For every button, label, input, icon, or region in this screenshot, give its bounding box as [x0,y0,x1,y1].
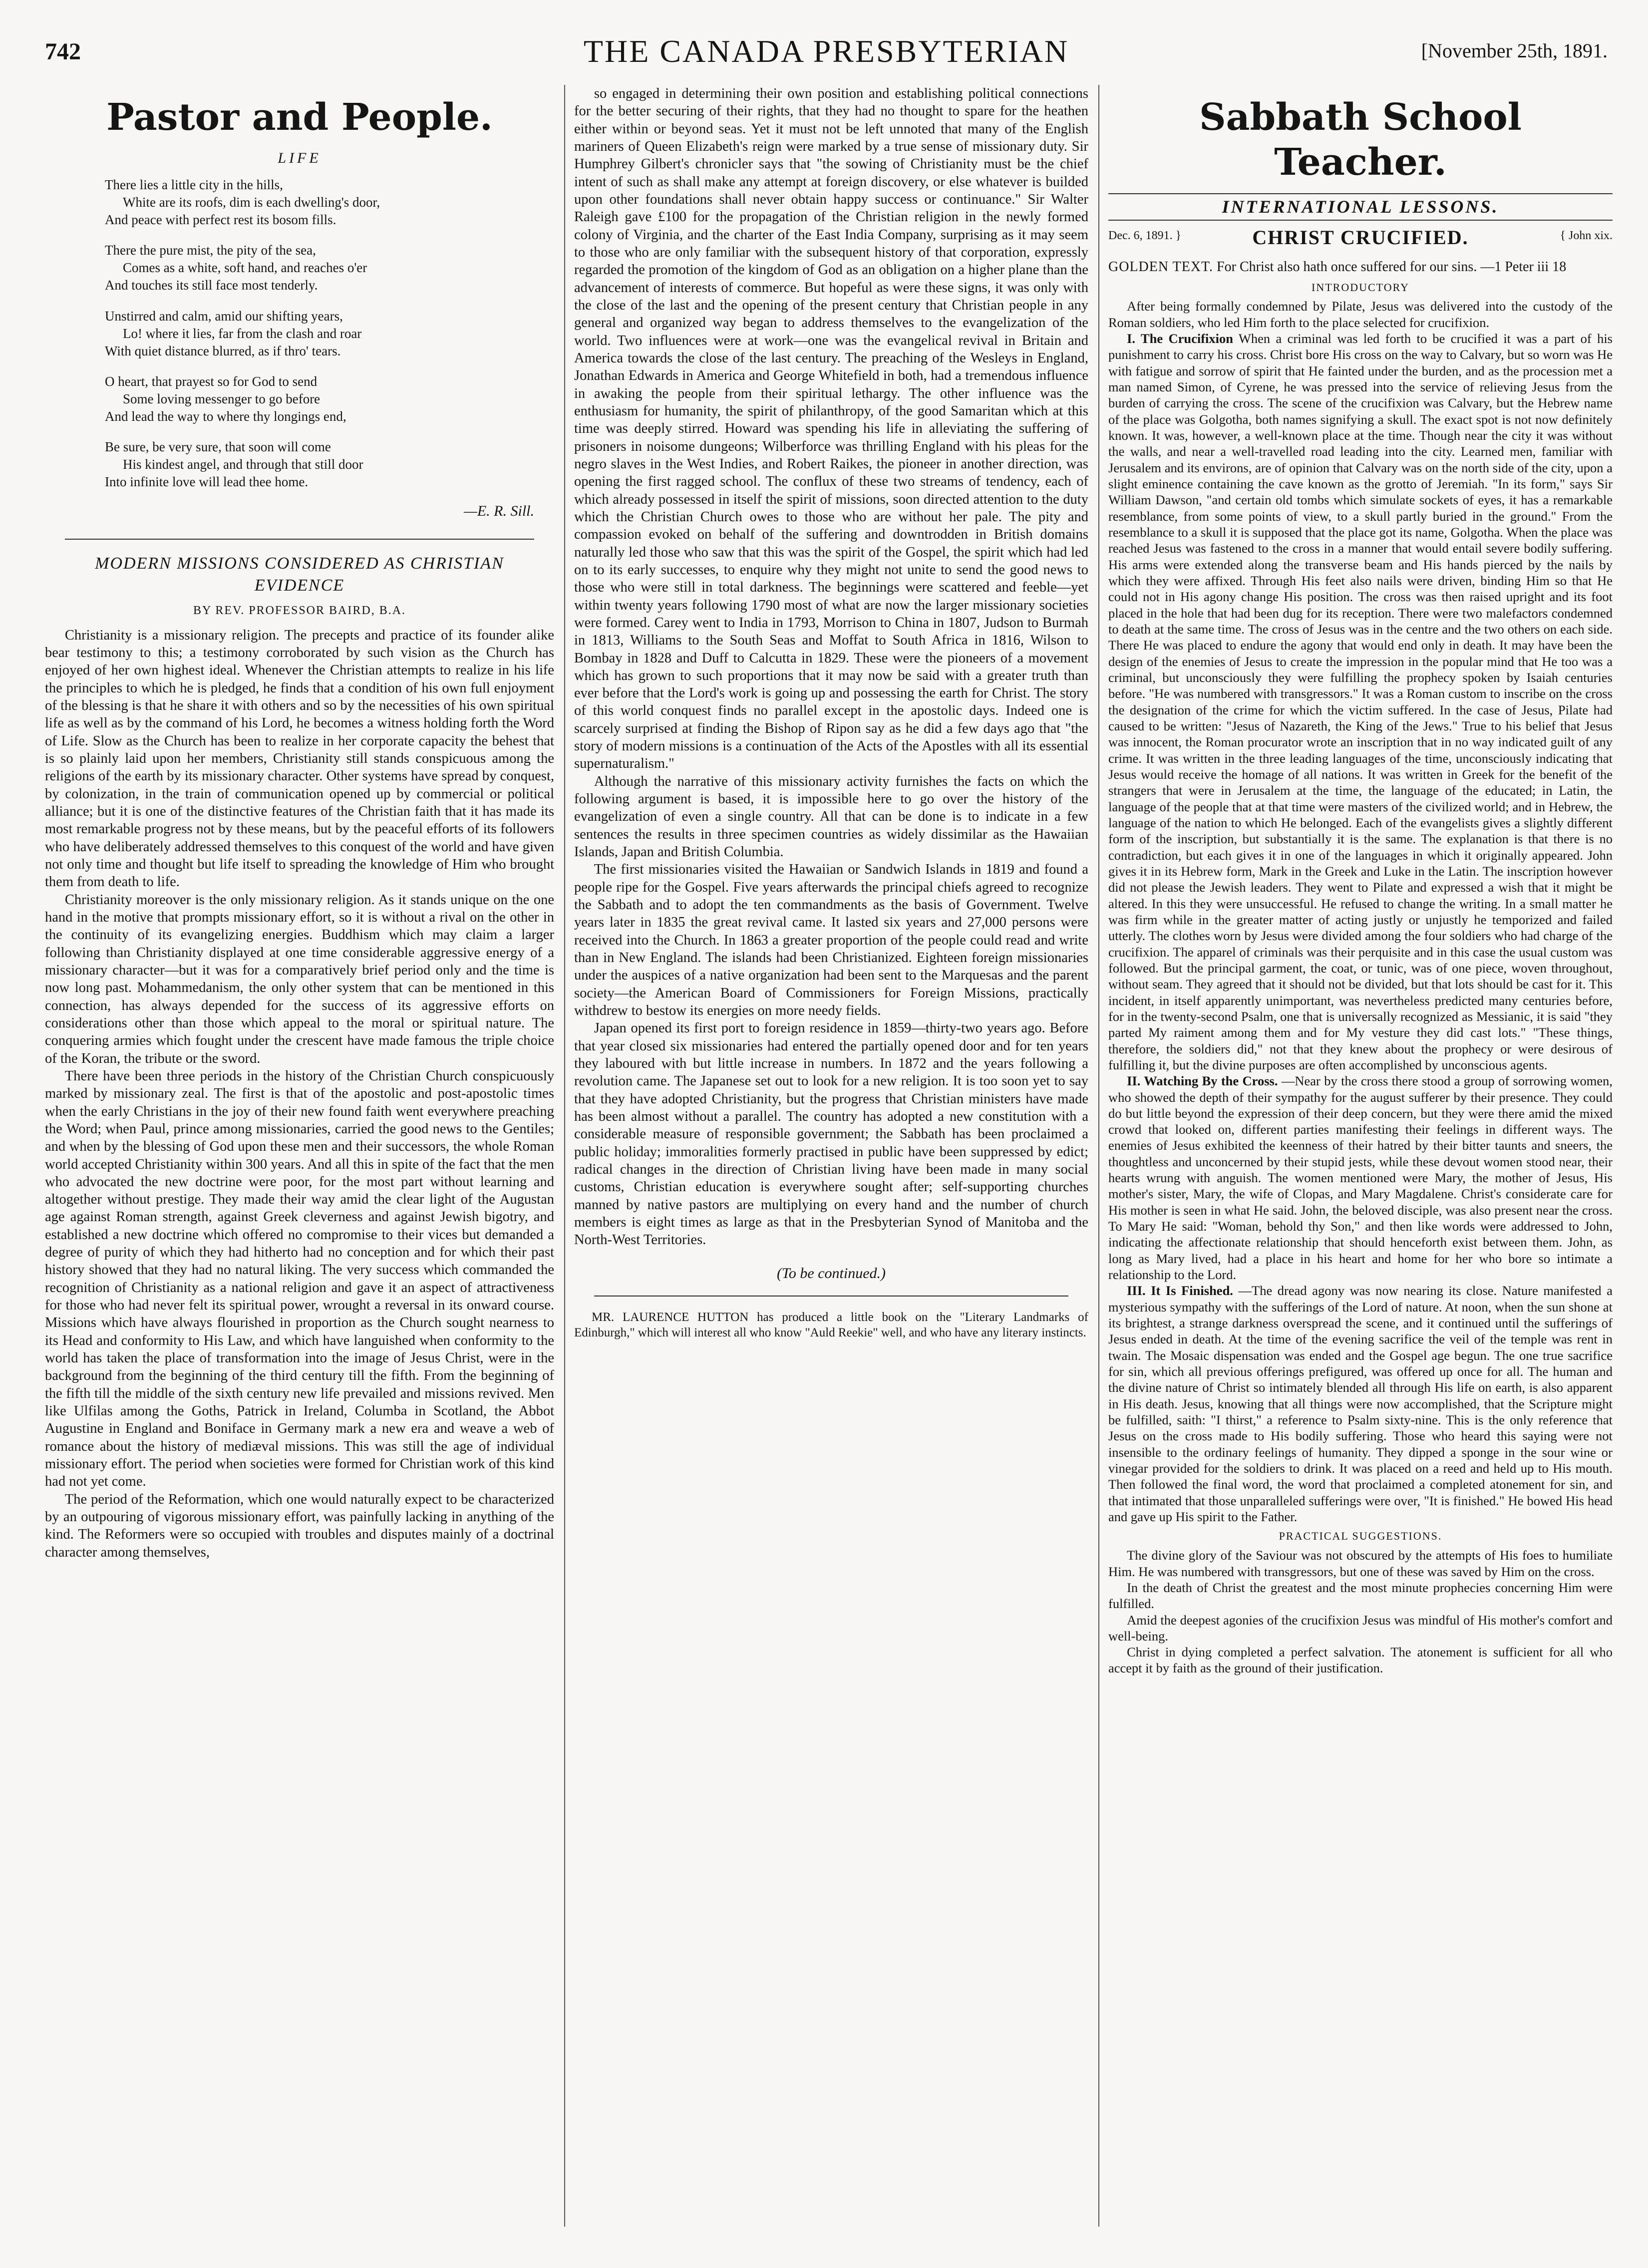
suggestion: The divine glory of the Saviour was not obscured by the attempts of His foes to humiliate Him. He was numbered with transgressors, but one of these was saved by Him on the cross. [1108,1548,1613,1579]
poem-line: O heart, that prayest so for God to send [105,373,318,389]
lesson-series: INTERNATIONAL LESSONS. [1108,193,1613,221]
lesson-section [1108,330,1613,1073]
paragraph: Japan opened its first port to foreign residence in 1859—thirty-two years ago. Before that year closed six missionaries had entered the partially opened door and for ten years they laboured with but little increase in numbers. In 1872 and the years following a revolution came. The Japanese set out to look for a new religion. It is too soon yet to say that they have adopted Christianity, but the progress that Christian ministers have made has been almost without a parallel. The country has adopted a new constitution with a considerable measure of responsible government; the Sabbath has been proclaimed a public holiday; immoralities formerly practised in public have been suppressed by edict; radical changes in the direction of Christian living have been made in many social customs, Christian education is everywhere sought after; self-supporting churches manned by native pastors are multiplying on every hand and the number of church members is eight times as large as that in the Presbyterian Synod of Manitoba and the North-West Territories. [574,1020,1088,1248]
paragraph: Although the narrative of this missionary activity furnishes the facts on which the following argument is based, it is impossible here to go over the history of the evangelization of even a single country. All that can be done is to indicate in a few sentences the results in three specimen countries as widely dissimilar as the Hawaiian Islands, Japan and British Columbia. [574,773,1088,860]
golden-text-body: For Christ also hath once suffered for our sins. —1 Peter iii 18 [1217,259,1567,275]
publication-title: THE CANADA PRESBYTERIAN [583,33,1069,69]
introductory-text: After being formally condemned by Pilate, Jesus was delivered into the custody of the Roman soldiers, who led Him forth to the place selected for crucifixion. [1108,299,1613,330]
golden-text-label: GOLDEN TEXT. [1108,259,1214,275]
article-title: MODERN MISSIONS CONSIDERED AS CHRISTIAN EVIDENCE [95,554,504,595]
paragraph: The period of the Reformation, which one would naturally expect to be characterized by an outpouring of vigorous missionary effort, was painfully lacking in anything of the kind. The Reformers were so occupied with troubles and disputes mainly of a doctrinal character among themselves, [45,1491,554,1560]
poem-line: Be sure, be very sure, that soon will come [105,439,331,455]
poem-author: —E. R. Sill. [464,503,534,520]
poem-line: And lead the way to where thy longings end, [105,408,346,424]
poem-line: Some loving messenger to go before [123,391,321,406]
left-column [45,85,554,2247]
section-text: When a criminal was led forth to be crucified it was a part of his punishment to carry his cross. Christ bore His cross on the way to Calvary, but so worn was He with fatigue and sorrow of spirit that He fainted under the burden, and as the procession met a man named Simon, of Cyrene, he was pressed into the service of relieving Jesus from the burden of carrying the cross. The scene of the crucifixion was Calvary, but the Hebrew name of the place was Golgotha, both names signifying a skull. The exact spot is not now definitely known. It was, however, a well-known place at the time. Though near the city it was without the walls, and near a well-travelled road leading into the city. Learned men, familiar with Jerusalem and its environs, are of opinion that Calvary was on the north side of the city, upon a slight eminence containing the cave known as the grotto of Jeremiah. "In its form," says Sir William Dawson, "and certain old tombs which simulate sockets of eyes, it has a remarkable resemblance, from some points of view, to a skull partly buried in the ground." From the resemblance to a skull it is supposed that the place got its name, Golgotha. When the place was reached Jesus was fastened to the cross in a manner that would entail severe bodily suffering. His arms were extended along the transverse beam and His hands pierced by the nails by which they were affixed. Through His feet also nails were driven, binding Him so that He could not in His agony change His position. The cross was then raised upright and its foot placed in the hole that had been dug for its reception. There were two malefactors condemned to death at the same time. The cross of Jesus was in the centre and the two others on each side. There He was placed to endure the agony that would end only in death. It may have been the design of the enemies of Jesus to create the impression in the popular mind that He too was a criminal, but unconsciously they were fulfilling the prophecy spoken by Isaiah centuries before. "He was numbered with transgressors." It was a Roman custom to inscribe on the cross the designation of the crime for which the victim suffered. In the case of Jesus, Pilate had caused to be written: "Jesus of Nazareth, the King of the Jews." True to his belief that Jesus was innocent, the Roman procurator wrote an inscription that in no way indicated guilt of any crime. It was written in the three leading languages of the time, unconsciously indicating that Jesus would receive the homage of all nations. It was written in Greek for the benefit of the strangers that were in Jerusalem at the time, the language of the educated; in Latin, the language of the people that at that time were masters of the civilized world; and in Hebrew, the language of the nation to which He belonged. Each of the evangelists gives a slightly different form of the inscription, but substantially it is the same. The explanation is that there is no contradiction, but each gives it in one of the languages in which it originally appeared. John gives it in its Hebrew form, Mark in the Greek and Luke in the Latin. The inscription however did not please the Jewish leaders. They went to Pilate and expressed a wish that it might be altered. In this they were unsuccessful. He refused to change the writing. In a small matter he was firm while in the greater matter of acting justly or unjustly he temporized and failed utterly. The clothes worn by Jesus were divided among the four soldiers who had charge of the crucifixion. The apparel of criminals was their perquisite and in this case the usual custom was followed. But the principal garment, the coat, or tunic, was of one piece, woven throughout, without seam. They agreed that it should not be divided, but that lots should be cast for it. This incident, in itself apparently unimportant, was nevertheless predicted many centuries before, for in the twenty-second Psalm, one that is universally recognized as Messianic, it is said "they parted My raiment among them and for My vesture they did cast lots." "These things, therefore, the soldiers did," not that they knew about the prophecy or were desirous of fulfilling it, but the divine purposes are often accomplished by unconscious agents. [1108,331,1613,1072]
poem-line: White are its roofs, dim is each dwelling's door, [123,195,380,210]
poem-line: Comes as a white, soft hand, and reaches o'er [123,260,367,276]
divider [65,539,534,540]
section-title-sabbath: Sabbath School Teacher. [1199,96,1522,184]
poem-stanza [105,373,554,425]
lesson-section [1108,1283,1613,1525]
suggestion: In the death of Christ the greatest and the most minute prophecies concerning Him were fulfilled. [1108,1580,1613,1612]
lesson-section [1108,1073,1613,1283]
poem-line: With quiet distance blurred, as if thro' tears. [105,343,341,358]
poem-line: His kindest angel, and through that still door [123,457,363,472]
lesson-title: CHRIST CRUCIFIED. [1252,226,1469,249]
introductory-heading: INTRODUCTORY [1312,281,1409,294]
suggestion: Christ in dying completed a perfect salvation. The atonement is sufficient for all who accept it by faith as the ground of their justification. [1108,1644,1613,1676]
poem-stanza [105,242,554,294]
practical-suggestions [1108,1547,1613,1676]
section-heading: III. It Is Finished. [1127,1283,1233,1298]
poem-stanza [105,308,554,360]
paragraph: Christianity moreover is the only missionary religion. As it stands unique on the one hand in the motive that prompts missionary effort, so it is without a rival on the other in the continuity of its evangelizing energies. Buddhism which may claim a larger following than Christianity displayed at one time considerable aggressive energy of a missionary character—but it was for a comparatively brief period only and the time is now long past. Mohammedanism, the only other system that can be mentioned in this connection, has always depended for the success of its aggressive efforts on considerations other than those which appeal to the moral or spiritual nature. The conquering armies which fought under the crescent have made famous the triple choice of the Koran, the tribute or the sword. [45,892,554,1066]
poem-line: There lies a little city in the hills, [105,177,283,192]
section-heading: II. Watching By the Cross. [1127,1073,1278,1089]
poem-stanza [105,438,554,491]
paragraph: Christianity is a missionary religion. The precepts and practice of its founder alike bear testimony to this; a testimony corroborated by such vision as the Church has enjoyed of her own highest ideal. Whenever the Christian attempts to realize in his life the principles to which he is pledged, he finds that a condition of his own full enjoyment of the blessing is that he share it with others and so by the necessities of his own spiritual life as well as by the command of his Lord, he becomes a witness holding forth the Word of Life. Slow as the Church has been to realize in her corporate capacity the behest that is so plainly laid upon her members, Christianity still stands conspicuous among the religions of the earth by its missionary character. Other systems have spread by conquest, by colonization, in the train of communication opened up by commercial or political alliance; but it is one of the distinctive features of the Christian faith that it has made its most remarkable progress not by these means, but by the peaceful efforts of its followers who have deliberately addressed themselves to this conquest of the world and have given not only time and thought but life itself to spreading the knowledge of Him who brought them from death to life. [45,627,554,890]
issue-date: [November 25th, 1891. [1421,39,1608,62]
poem-line: Lo! where it lies, far from the clash and roar [123,325,362,341]
lesson-heading [1108,226,1613,256]
practical-heading: PRACTICAL SUGGESTIONS. [1279,1530,1442,1543]
literary-notice: MR. LAURENCE HUTTON has produced a little book on the "Literary Landmarks of Edinburgh," which will interest all who know "Auld Reekie" well, and who have any literary instincts. [574,1310,1088,1340]
section-text: —Near by the cross there stood a group of sorrowing women, who showed the depth of their sympathy for the august sufferer by their presence. They could do but little beyond the expression of their deep concern, but they were there amid the mixed crowd that looked on, different parties manifesting their feelings in different ways. The enemies of Jesus exhibited the keenness of their hatred by their bitter taunts and sneers, the thoughtless and unconcerned by their stupid jests, while these devout women stood near, their hearts wrung with anguish. The women mentioned were Mary, the mother of Jesus, His mother's sister, Mary, the wife of Clopas, and Mary Magdalene. Christ's considerate care for His mother is seen in what He said. John, the beloved disciple, was also present near the cross. To Mary He said: "Woman, behold thy Son," and then like words were addressed to John, indicating the affectionate relationship that should henceforth exist between them. John, as long as Mary lived, had a place in his heart and home for her who bore so intimate a relationship to the Lord. [1108,1073,1613,1283]
article-body [45,627,554,1561]
golden-text [1108,259,1613,276]
column-rule-2 [1098,85,1099,2227]
section-title-pastor: Pastor and People. [106,96,493,139]
poem-line: There the pure mist, the pity of the sea, [105,243,316,258]
lesson-date: Dec. 6, 1891. } [1108,229,1182,243]
article-body-continued [574,85,1088,1249]
section-text: —The dread agony was now nearing its close. Nature manifested a mysterious sympathy with the sufferings of the Lord of nature. At noon, when the sun shone at its brightest, a strange darkness overspread the scene, and it continued until the sufferings of Jesus ended in death. At the time of the evening sacrifice the veil of the temple was rent in twain. The Mosaic dispensation was ended and the Gospel age begun. The one true sacrifice for sin, which all previous offerings prefigured, was offered up once for all. The human and the divine nature of Christ so intimately blended all through His life on earth, is also apparent in His death. Jesus, knowing that all things were now accomplished, that the Scripture might be fulfilled, saith: "I thirst," a reference to Psalm sixty-nine. This is the only reference that Jesus on the cross made to His bodily suffering. Those who heard this saying were not insensible to the ordinary feelings of humanity. They dipped a sponge in the sour wine or vinegar provided for the soldiers to drink. It was placed on a reed and held up to His mouth. Then followed the final word, the word that proclaimed a completed atonement for sin, and that intimated that those unparalleled sufferings were over, "It is finished." He bowed His head and gave up His spirit to the Father. [1108,1283,1613,1525]
paragraph: The first missionaries visited the Hawaiian or Sandwich Islands in 1819 and found a people ripe for the Gospel. Five years afterwards the principal chiefs agreed to recognize the Sabbath and to adopt the ten commandments as the basis of Government. Twelve years later in 1835 the great revival came. It lasted six years and 27,000 persons were received into the Church. In 1863 a greater proportion of the people could read and write than in New England. The islands had been Christianized. Eighteen foreign missionaries under the auspices of a native organization had been sent to the Marquesas and the parent society—the American Board of Commissioners for Foreign Missions, practically withdrew to bestow its energies on more needy fields. [574,862,1088,1019]
article-byline: BY REV. PROFESSOR BAIRD, B.A. [193,604,406,617]
suggestion: Amid the deepest agonies of the crucifixion Jesus was mindful of His mother's comfort and well-being. [1108,1612,1613,1643]
poem-stanza [105,176,554,229]
lesson-reference: { John xix. [1560,229,1613,243]
poem-stanzas [45,176,554,491]
to-be-continued: (To be continued.) [776,1265,886,1282]
poem-line: And touches its still face most tenderly. [105,278,318,293]
lesson-sections [1108,330,1613,1525]
poem-title: LIFE [278,149,322,166]
middle-column [574,85,1088,2247]
poem-line: And peace with perfect rest its bosom fills. [105,212,336,228]
column-rule-1 [564,85,565,2227]
section-heading: I. The Crucifixion [1127,331,1233,346]
page-header [45,33,1608,78]
paragraph: so engaged in determining their own position and establishing political connections for the better securing of their rights, that they had no thought to spare for the heathen either within or beyond seas. Yet it must not be left unnoted that many of the English mariners of Queen Elizabeth's reign were marked by a true sense of missionary duty. Sir Humphrey Gilbert's chronicler says that "the sowing of Christianity must be the chief intent of such as shall make any attempt at foreign discovery, or else whatever is builded upon other foundations shall never obtain happy success or continuance." Sir Walter Raleigh gave £100 for the propagation of the Christian religion in the newly formed colony of Virginia, and the charter of the East India Company, surprising as it may seem to those who are only familiar with the subsequent history of that corporation, expressly regarded the promotion of the kingdom of God as an obligation on a higher plane than the advancement of interests of commerce. But hopeful as were these signs, it was only with the close of the last and the opening of the present century that Christian people in any general and organized way began to address themselves to the evangelization of the world. Two influences were at work—one was the evangelical revival in Britain and America towards the close of the last century. The preaching of the Wesleys in England, Jonathan Edwards in America and George Whitefield in both, had a tremendous influence in awaking the people from their spiritual lethargy. The other influence was the enthusiasm for humanity, the spirit of philanthropy, of the good Samaritan which at this time was deeply stirred. Howard was spending his life in alleviating the suffering of prisoners in noisome dungeons; Wilberforce was thrilling England with his pleas for the negro slaves in the West Indies, and Robert Raikes, the pioneer in another direction, was opening the first ragged school. The conflux of these two streams of tendency, each of which already possessed in itself the spirit of missions, soon directed attention to the duty which the Christian Church owes to those who are without her pale. The pity and compassion evoked on behalf of the suffering and downtrodden in British domains naturally led those who saw that this was the spirit of the Gospel, the spirit which had led on to its early successes, to enquire why they might not unite to send the good news to those who were still in total darkness. The beginnings were scattered and feeble—yet within twenty years following 1790 most of what are now the larger missionary societies were formed. Carey went to India in 1793, Morrison to China in 1807, Judson to Burmah in 1813, Williams to the South Seas and Moffat to South Africa in 1816, Wilson to Bombay in 1828 and Duff to Calcutta in 1829. These were the pioneers of a movement which has grown to such proportions that it may now be said with a greater truth than ever before that the Lord's work is going up and possessing the earth for Christ. The story of this world conquest finds no parallel except in the apostolic days. Indeed one is scarcely surprised at finding the Bishop of Ripon say as he did a few days ago that "the story of modern missions is a continuation of the Acts of the Apostles with all its essential supernaturalism." [574,86,1088,772]
poem-line: Unstirred and calm, amid our shifting years, [105,308,343,324]
page-number: 742 [45,38,81,65]
poem-line: Into infinite love will lead thee home. [105,474,309,490]
right-column [1108,85,1613,2247]
paragraph: There have been three periods in the history of the Christian Church conspicuously marked by missionary zeal. The first is that of the apostolic and post-apostolic times when the early Christians in the joy of their new found faith went everywhere preaching the Word; when Paul, prince among missionaries, carried the good news to the Gentiles; and when by the blessing of God upon these men and their successors, the whole Roman world accepted Christianity within 300 years. And all this in spite of the fact that the men who advocated the new doctrine were poor, for the most part without learning and altogether without prestige. They made their way amid the clear light of the Augustan age against Roman strength, against Greek cleverness and against Jewish bigotry, and established a new doctrine which offered no compromise to their vices but demanded a degree of purity of which they had hitherto had no conception and for which their past history showed that they had no natural liking. The very success which commanded the recognition of Christianity as a national religion and gave it an aspect of attractiveness for those who had never felt its spiritual power, wrought a reversal in its onward course. Missions which have always flourished in proportion as the Church sought nearness to its Head and conformity to His Law, and which have languished when conformity to the world has taken the place of transformation into the image of Jesus Christ, were in the background from the beginning of the third century till the fifth. From the beginning of the fifth till the middle of the sixth century new life prevailed and missions revived. Men like Ulfilas among the Goths, Patrick in Ireland, Columba in Scotland, the Abbot Augustine in England and Boniface in Germany mark a new era and weave a web of romance about the history of mediæval missions. This was still the age of individual missionary effort. The period when societies were formed for Christian work of this kind had not yet come. [45,1068,554,1490]
